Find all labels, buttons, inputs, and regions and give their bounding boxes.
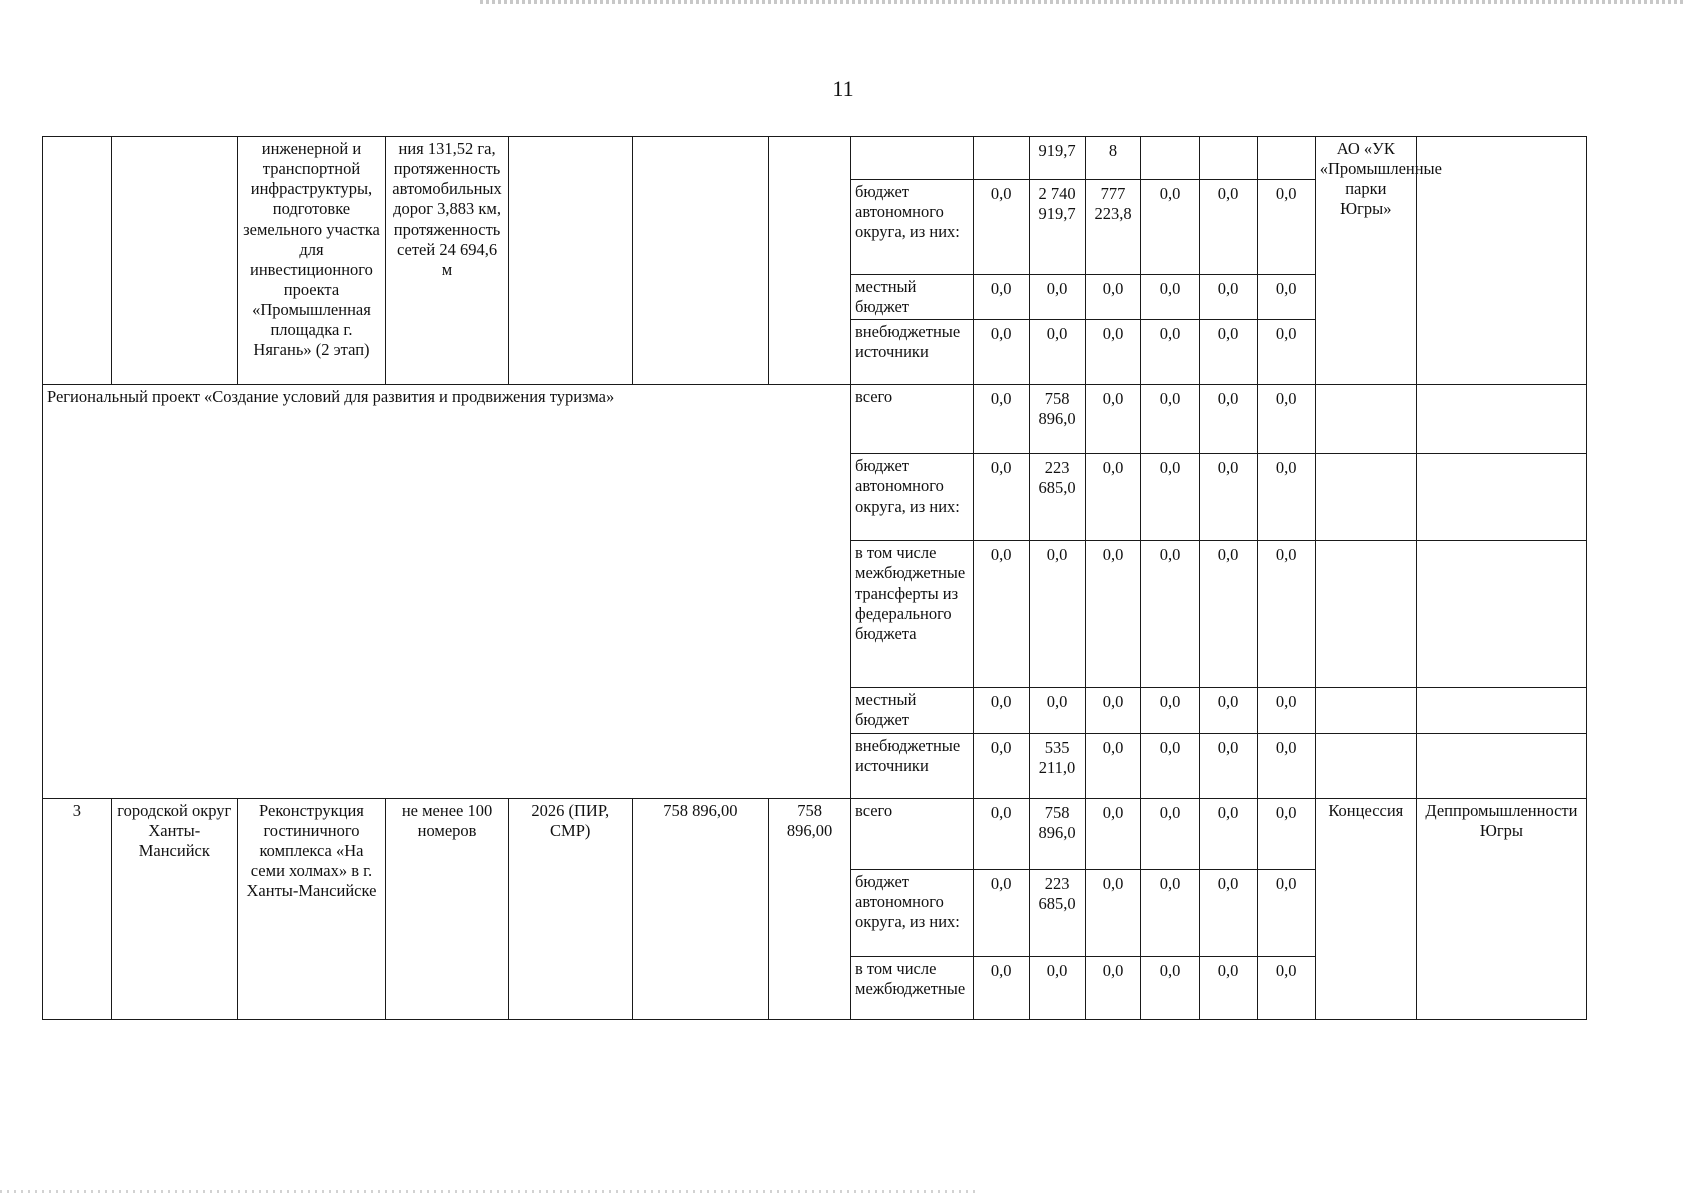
table-row [43, 385, 1587, 454]
value-cell: 0,0 [973, 180, 1029, 275]
value-cell: 0,0 [1029, 541, 1085, 688]
value-cell: 0,0 [1199, 688, 1257, 733]
cell-empty [1416, 688, 1586, 733]
cell-empty [1315, 688, 1416, 733]
value-cell: 0,0 [1199, 385, 1257, 454]
value-cell: 0,0 [1199, 733, 1257, 798]
object-index: 3 [43, 798, 112, 1019]
value-cell: 758 896,0 [1029, 798, 1085, 869]
value-cell: 0,0 [1085, 688, 1141, 733]
value-cell: 0,0 [1085, 320, 1141, 385]
value-cell: 919,7 [1029, 137, 1085, 180]
value-cell: 0,0 [1141, 869, 1199, 956]
table-row [43, 137, 1587, 180]
cell-empty [1315, 733, 1416, 798]
value-cell: 535 211,0 [1029, 733, 1085, 798]
object-period: 2026 (ПИР, СМР) [508, 798, 632, 1019]
value-cell: 0,0 [1085, 541, 1141, 688]
funding-label [851, 137, 974, 180]
cell-empty [1416, 385, 1586, 454]
value-cell: 0,0 [1141, 320, 1199, 385]
value-cell: 0,0 [1141, 180, 1199, 275]
funding-table [42, 136, 1587, 1020]
value-cell: 0,0 [1085, 798, 1141, 869]
cell-empty [1416, 454, 1586, 541]
value-cell: 0,0 [1199, 956, 1257, 1019]
funding-label: внебюджетные источники [851, 733, 974, 798]
value-cell: 0,0 [1141, 275, 1199, 320]
value-cell: 0,0 [1199, 798, 1257, 869]
value-cell: 0,0 [1257, 541, 1315, 688]
cell-municipality-empty [111, 137, 237, 385]
value-cell: 0,0 [1141, 385, 1199, 454]
cell-empty [1315, 541, 1416, 688]
value-cell: 0,0 [1029, 688, 1085, 733]
value-cell: 0,0 [1029, 275, 1085, 320]
value-cell: 0,0 [1141, 688, 1199, 733]
value-cell: 758 896,0 [1029, 385, 1085, 454]
value-cell [1141, 137, 1199, 180]
value-cell: 0,0 [973, 869, 1029, 956]
funding-label: в том числе межбюджетные трансферты из федерального бюджета [851, 541, 974, 688]
value-cell: 0,0 [1257, 798, 1315, 869]
value-cell: 0,0 [1141, 541, 1199, 688]
object-capacity: ния 131,52 га, протяженность автомобильных дорог 3,883 км, протяженность сетей 24 694,6 м [386, 137, 509, 385]
scan-edge-bottom [0, 1190, 980, 1193]
value-cell: 0,0 [1199, 869, 1257, 956]
cell-period-empty [508, 137, 632, 385]
value-cell: 0,0 [1257, 869, 1315, 956]
cell-index-empty [43, 137, 112, 385]
value-cell: 0,0 [1199, 320, 1257, 385]
value-cell: 0,0 [1085, 454, 1141, 541]
value-cell: 0,0 [973, 454, 1029, 541]
value-cell: 0,0 [1199, 180, 1257, 275]
cell-empty [1315, 454, 1416, 541]
object-remaining-cost: 758 896,00 [769, 798, 851, 1019]
value-cell [1257, 137, 1315, 180]
value-cell: 0,0 [973, 798, 1029, 869]
cell-remaining-empty [769, 137, 851, 385]
value-cell: 0,0 [1257, 180, 1315, 275]
object-responsible: Деппромышленности Югры [1416, 798, 1586, 1019]
value-cell: 0,0 [1257, 733, 1315, 798]
value-cell: 0,0 [1141, 956, 1199, 1019]
value-cell: 0,0 [1141, 733, 1199, 798]
regional-project-title: Региональный проект «Создание условий для развития и продвижения туризма» [43, 385, 851, 798]
object-estimated-cost: 758 896,00 [632, 798, 769, 1019]
table-row [43, 798, 1587, 869]
value-cell: 0,0 [973, 320, 1029, 385]
object-name: Реконструкция гостиничного комплекса «На семи холмах» в г. Ханты-Мансийске [237, 798, 385, 1019]
value-cell: 223 685,0 [1029, 454, 1085, 541]
value-cell: 0,0 [973, 385, 1029, 454]
value-cell: 0,0 [973, 956, 1029, 1019]
cell-empty [1416, 733, 1586, 798]
cell-cost-empty [632, 137, 769, 385]
funding-label: внебюджетные источники [851, 320, 974, 385]
funding-label: всего [851, 798, 974, 869]
value-cell: 0,0 [1199, 454, 1257, 541]
scan-edge-top [480, 0, 1686, 4]
value-cell: 0,0 [1141, 454, 1199, 541]
executor: АО «УК «Промышленные парки Югры» [1315, 137, 1416, 385]
object-mechanism: Концессия [1315, 798, 1416, 1019]
cell-empty [1416, 541, 1586, 688]
funding-label: бюджет автономного округа, из них: [851, 180, 974, 275]
value-cell [1199, 137, 1257, 180]
value-cell: 0,0 [1199, 275, 1257, 320]
value-cell: 223 685,0 [1029, 869, 1085, 956]
value-cell: 0,0 [973, 275, 1029, 320]
value-cell: 0,0 [1257, 275, 1315, 320]
funding-label: местный бюджет [851, 275, 974, 320]
value-cell: 0,0 [1029, 956, 1085, 1019]
value-cell: 0,0 [1257, 320, 1315, 385]
value-cell: 0,0 [1257, 385, 1315, 454]
funding-label: местный бюджет [851, 688, 974, 733]
value-cell: 0,0 [973, 733, 1029, 798]
value-cell: 0,0 [1257, 454, 1315, 541]
value-cell: 2 740 919,7 [1029, 180, 1085, 275]
value-cell [973, 137, 1029, 180]
value-cell: 0,0 [973, 541, 1029, 688]
value-cell: 0,0 [1085, 385, 1141, 454]
value-cell: 777 223,8 [1085, 180, 1141, 275]
object-capacity: не менее 100 номеров [386, 798, 509, 1019]
value-cell: 0,0 [1257, 688, 1315, 733]
value-cell: 0,0 [1085, 956, 1141, 1019]
value-cell: 0,0 [1257, 956, 1315, 1019]
funding-label: бюджет автономного округа, из них: [851, 869, 974, 956]
funding-label: в том числе межбюджетные [851, 956, 974, 1019]
value-cell: 0,0 [1085, 733, 1141, 798]
object-name: инженерной и транспортной инфраструктуры, подготовке земельного участка для инвестиционного проекта «Промышленная площадка г. Нягань» (2 этап) [237, 137, 385, 385]
value-cell: 0,0 [1199, 541, 1257, 688]
value-cell: 0,0 [1085, 275, 1141, 320]
value-cell: 0,0 [1141, 798, 1199, 869]
object-municipality: городской округ Ханты-Мансийск [111, 798, 237, 1019]
funding-label: всего [851, 385, 974, 454]
cell-empty [1315, 385, 1416, 454]
value-cell: 0,0 [1085, 869, 1141, 956]
value-cell: 8 [1085, 137, 1141, 180]
page-number: 11 [832, 76, 854, 101]
funding-label: бюджет автономного округа, из них: [851, 454, 974, 541]
value-cell: 0,0 [1029, 320, 1085, 385]
value-cell: 0,0 [973, 688, 1029, 733]
